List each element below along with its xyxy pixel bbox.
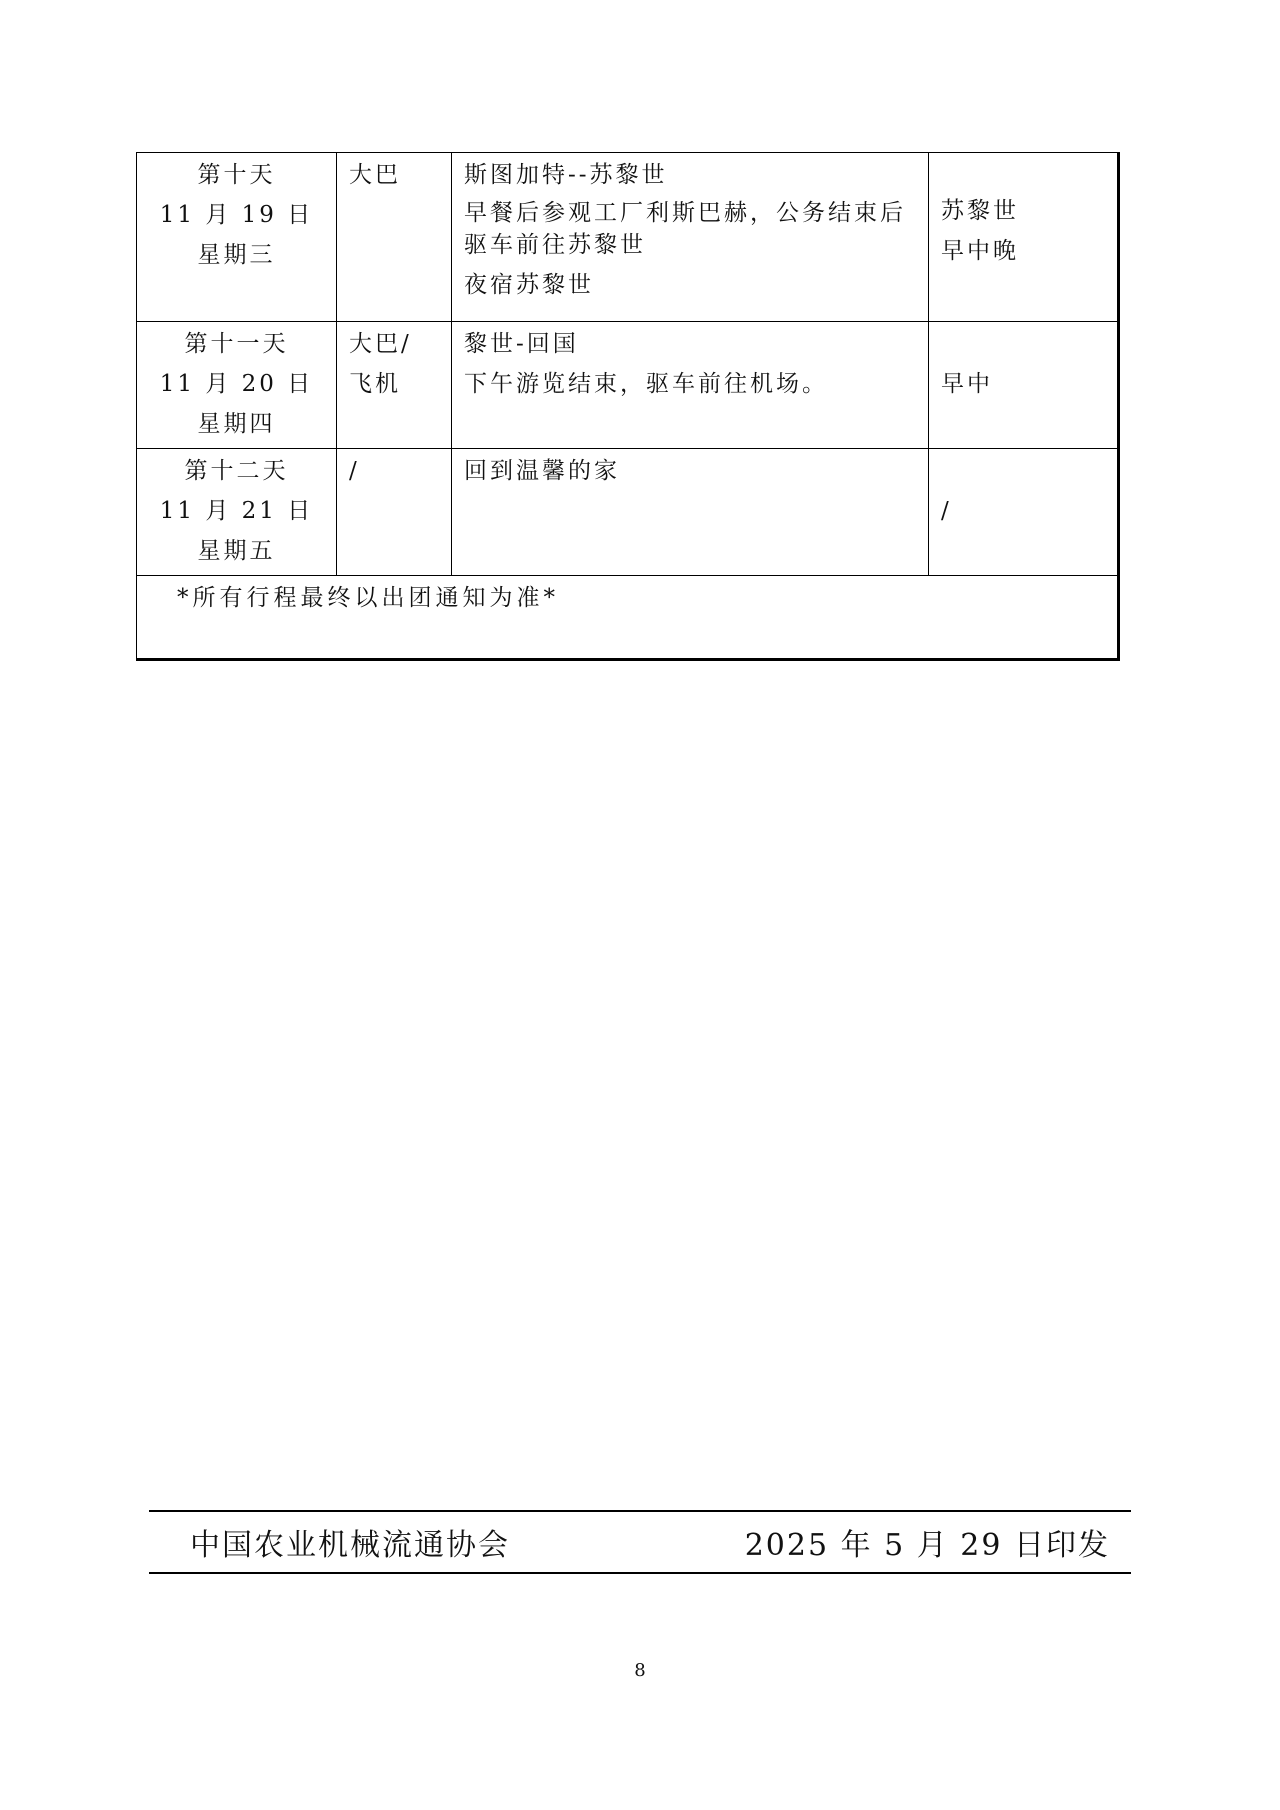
day-label: 第十天 [197, 162, 276, 188]
page-number: 8 [634, 1660, 646, 1681]
itinerary-table [136, 152, 1120, 661]
meals-spacer [941, 324, 1117, 364]
transport-cell: 大巴 [337, 153, 452, 322]
route-overnight: 夜宿苏黎世 [464, 272, 594, 298]
table-row [137, 322, 1119, 449]
footer-top-rule [149, 1510, 1131, 1512]
meals-cell [929, 322, 1119, 449]
date-label: 11 月 19 日 [159, 202, 314, 228]
day-label: 第十一天 [184, 331, 289, 357]
route-description: 早餐后参观工厂利斯巴赫，公务结束后驱车前往苏黎世 [464, 200, 906, 258]
footer-organization: 中国农业机械流通协会 [190, 1528, 510, 1563]
transport-cell: / [337, 449, 452, 576]
day-cell [137, 322, 337, 449]
route-title: 斯图加特--苏黎世 [464, 162, 668, 188]
meals-spacer [941, 451, 1117, 491]
itinerary-note: *所有行程最终以出团通知为准* [137, 576, 1119, 660]
meals-cell [929, 449, 1119, 576]
weekday-label: 星期五 [197, 538, 276, 564]
date-label: 11 月 20 日 [159, 371, 314, 397]
meals-list: / [941, 498, 952, 524]
footer-bottom-rule [149, 1572, 1131, 1574]
route-cell [452, 449, 929, 576]
day-cell [137, 153, 337, 322]
date-label: 11 月 21 日 [159, 498, 314, 524]
note-row [137, 576, 1119, 660]
table-row [137, 449, 1119, 576]
route-description: 下午游览结束，驱车前往机场。 [464, 371, 828, 397]
meals-list: 早中 [941, 371, 993, 397]
meals-spacer [941, 155, 1117, 191]
meals-city: 苏黎世 [941, 198, 1019, 224]
day-label: 第十二天 [184, 458, 289, 484]
weekday-label: 星期四 [197, 411, 276, 437]
meals-cell [929, 153, 1119, 322]
table-row [137, 153, 1119, 322]
footer-issue-date: 2025 年 5 月 29 日印发 [744, 1528, 1110, 1563]
route-title: 回到温馨的家 [464, 458, 620, 484]
day-cell [137, 449, 337, 576]
route-cell [452, 153, 929, 322]
route-cell [452, 322, 929, 449]
route-title: 黎世-回国 [464, 331, 579, 357]
meals-list: 早中晚 [941, 238, 1019, 264]
weekday-label: 星期三 [197, 242, 276, 268]
transport-cell: 大巴/飞机 [337, 322, 452, 449]
